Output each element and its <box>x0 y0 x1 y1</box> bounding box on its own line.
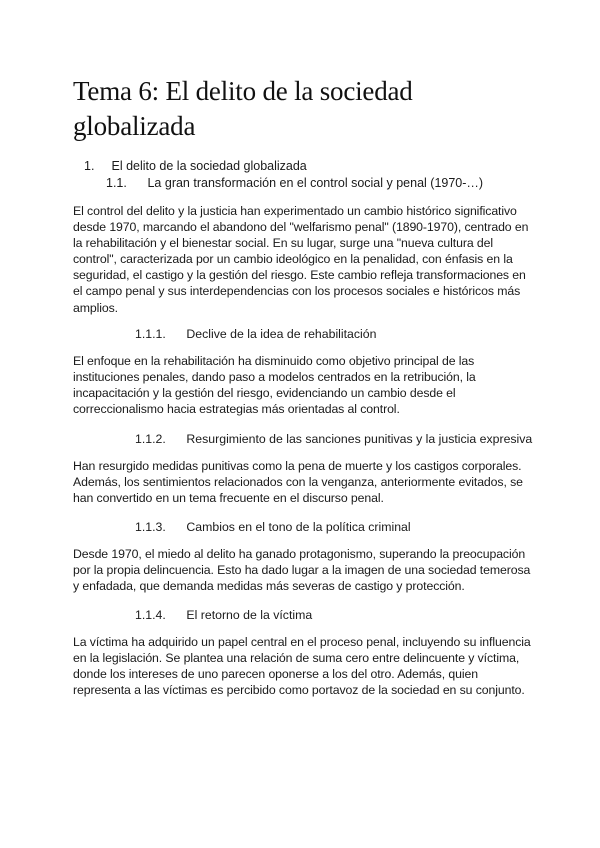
page-title: Tema 6: El delito de la sociedad globalizada <box>73 76 413 141</box>
toc-item-1-number: 1. <box>84 159 95 173</box>
section-heading-text: Declive de la idea de rehabilitación <box>186 327 377 341</box>
section-number: 1.1.4. <box>135 608 166 622</box>
section-heading-1-1-1 <box>135 326 376 342</box>
toc-item-1 <box>84 158 307 174</box>
toc-item-1-label: El delito de la sociedad globalizada <box>111 159 307 173</box>
toc-item-1-1-label: La gran transformación en el control social y penal (1970-…) <box>147 176 484 190</box>
section-number: 1.1.2. <box>135 432 166 446</box>
section-heading-1-1-3 <box>135 519 411 535</box>
toc-item-1-1 <box>106 175 483 191</box>
section-body-1-1-1: El enfoque en la rehabilitación ha disminuido como objetivo principal de las instituciones penales, dando paso a modelos centrados en la retribución, la incapacitación y la gestión del riesgo, evidenciando un cambio desde el correccionalismo hacia estrategias más orientadas al control. <box>73 354 476 417</box>
intro-paragraph: El control del delito y la justicia han experimentado un cambio histórico significativo desde 1970, marcando el abandono del "welfarismo penal" (1890-1970), centrado en la rehabilitación y el bienestar social. En su lugar, surge una "nueva cultura del control", caracterizada por un cambio ideológico en la penalidad, con énfasis en la seguridad, el castigo y la gestión del riesgo. Este cambio refleja transformaciones en el campo penal y sus interdependencias con los procesos sociales e históricos más amplios. <box>73 204 529 315</box>
section-body-1-1-4: La víctima ha adquirido un papel central en el proceso penal, incluyendo su influencia en la legislación. Se plantea una relación de suma cero entre delincuente y víctima, donde los intereses de uno parecen oponerse a los del otro. Además, quien representa a las víctimas es percibido como portavoz de la sociedad en su conjunto. <box>73 635 531 698</box>
toc-item-1-1-number: 1.1. <box>106 176 127 190</box>
section-heading-text: Resurgimiento de las sanciones punitivas y la justicia expresiva <box>186 432 533 446</box>
section-number: 1.1.3. <box>135 520 166 534</box>
section-body-1-1-3: Desde 1970, el miedo al delito ha ganado protagonismo, superando la preocupación por la propia delincuencia. Esto ha dado lugar a la imagen de una sociedad temerosa y enfadada, que demanda medidas más severas de castigo y protección. <box>73 547 531 594</box>
section-body-1-1-2: Han resurgido medidas punitivas como la pena de muerte y los castigos corporales. Además, los sentimientos relacionados con la venganza, anteriormente evitados, se han convertido en un tema frecuente en el discurso penal. <box>73 459 523 506</box>
section-heading-text: Cambios en el tono de la política criminal <box>186 520 411 534</box>
section-heading-text: El retorno de la víctima <box>186 608 313 622</box>
section-heading-1-1-2 <box>135 431 532 447</box>
section-heading-1-1-4 <box>135 607 312 623</box>
section-number: 1.1.1. <box>135 327 166 341</box>
